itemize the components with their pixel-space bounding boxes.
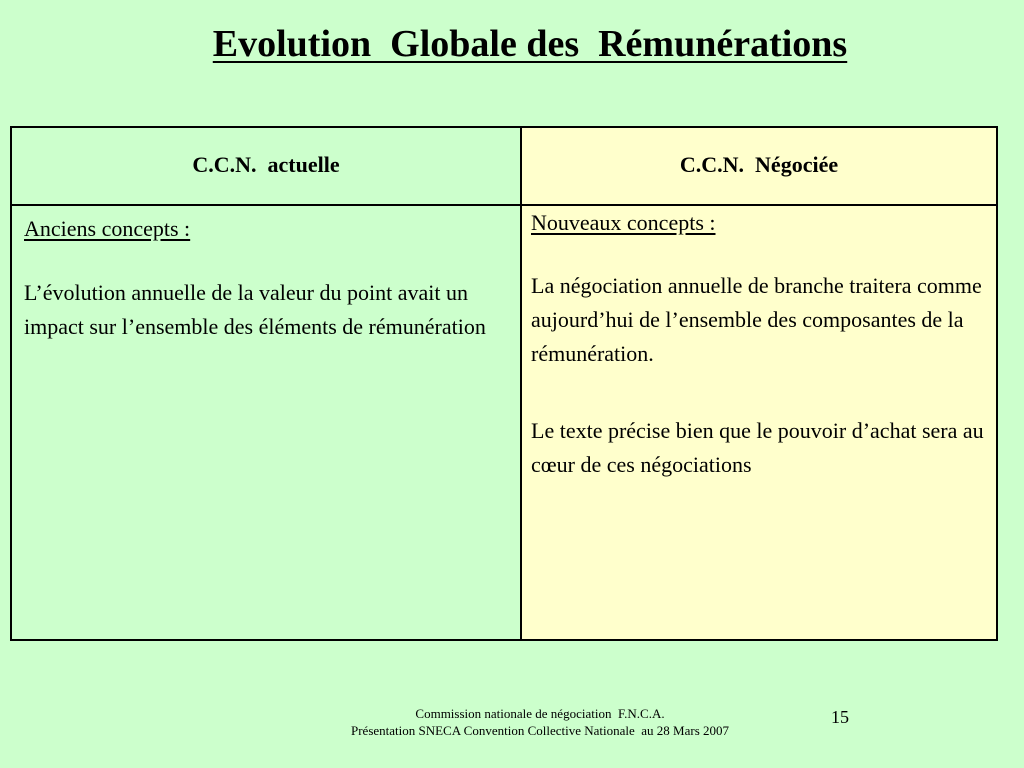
old-concepts-label: Anciens concepts :	[24, 216, 191, 241]
new-concepts-cell	[522, 206, 996, 639]
footer-line-1: Commission nationale de négociation F.N.C.A.	[415, 706, 665, 721]
slide-footer	[290, 705, 790, 739]
comparison-table	[10, 126, 998, 641]
slide-title: Evolution Globale des Rémunérations	[212, 23, 848, 65]
header-current-ccn-label: C.C.N. actuelle	[192, 152, 340, 177]
page-number: 15	[831, 707, 849, 727]
old-concepts-cell	[12, 206, 522, 639]
header-current-ccn	[12, 128, 522, 206]
old-concepts-text: L’évolution annuelle de la valeur du point avait un impact sur l’ensemble des éléments de rémunération	[24, 280, 486, 339]
header-negotiated-ccn-label: C.C.N. Négociée	[679, 152, 839, 177]
footer-line-2: Présentation SNECA Convention Collective Nationale au 28 Mars 2007	[350, 723, 730, 738]
header-negotiated-ccn	[522, 128, 996, 206]
new-concepts-text-2: Le texte précise bien que le pouvoir d’achat sera au cœur de ces négociations	[531, 418, 984, 477]
new-concepts-text-1: La négociation annuelle de branche traitera comme aujourd’hui de l’ensemble des composantes de la rémunération.	[531, 273, 982, 366]
new-concepts-label: Nouveaux concepts :	[531, 210, 716, 235]
